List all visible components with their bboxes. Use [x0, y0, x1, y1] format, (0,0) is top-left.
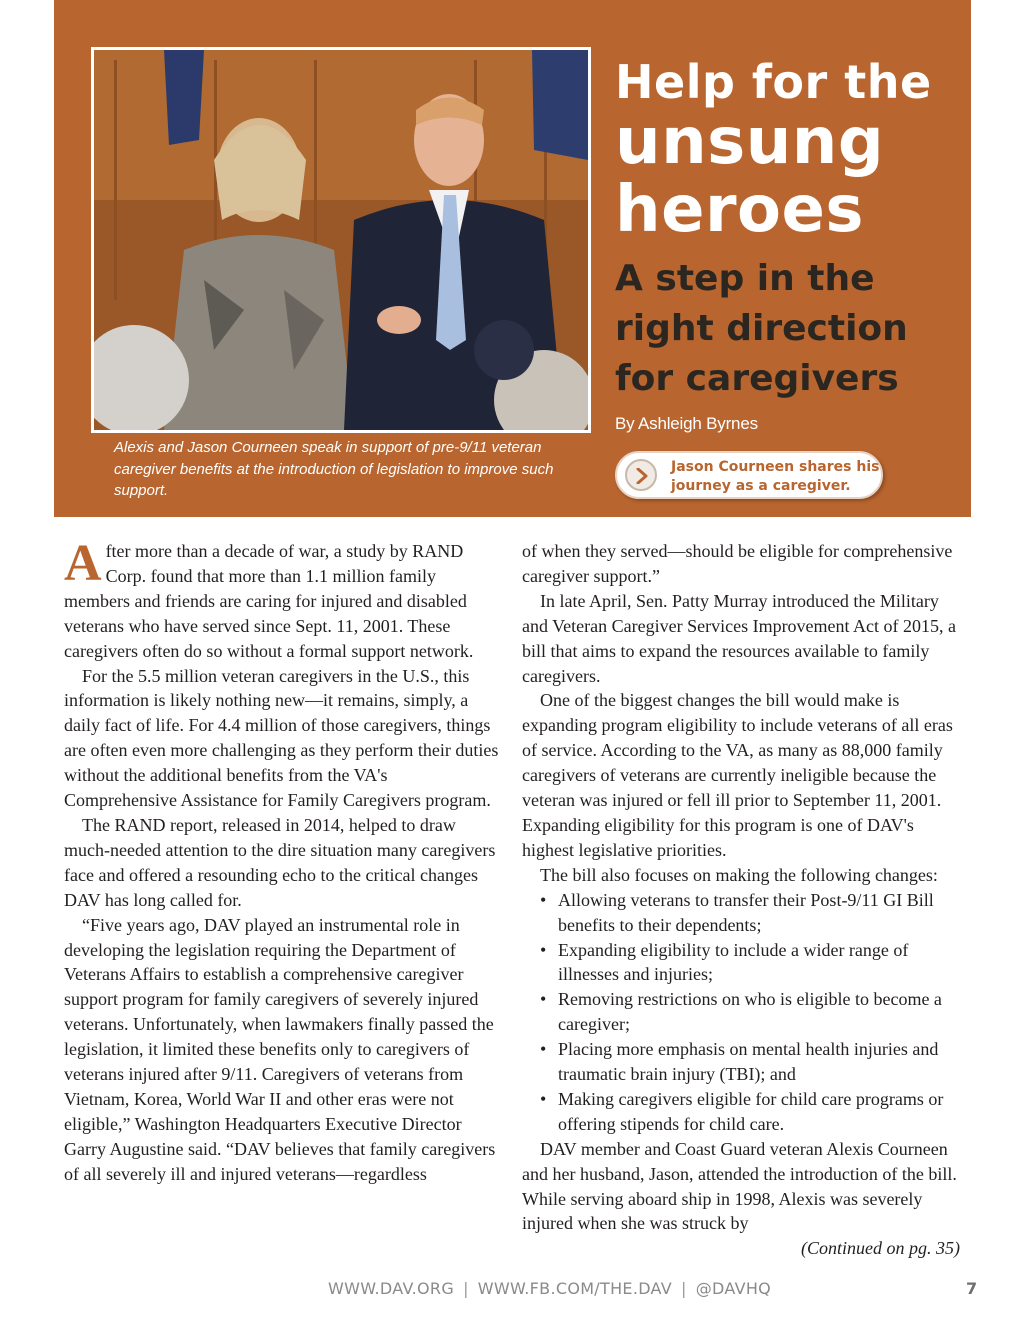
article-subhead: A step in the right direction for caregivers — [615, 258, 908, 399]
list-item: • Making caregivers eligible for child care programs or offering stipends for child care. — [522, 1087, 962, 1137]
headline-line-2: unsung — [615, 105, 885, 179]
footer-separator: | — [463, 1279, 469, 1298]
list-item: • Expanding eligibility to include a wider range of illnesses and injuries; — [522, 938, 962, 988]
article-paragraph: of when they served—should be eligible for comprehensive caregiver support.” — [522, 541, 953, 586]
article-paragraph: In late April, Sen. Patty Murray introduced the Military and Veteran Caregiver Services Improvement Act of 2015, a bill that aims to expand the resources available to family caregivers. — [522, 590, 957, 686]
article-paragraph: The RAND report, released in 2014, helped to draw much-needed attention to the dire situation many caregivers face and offered a resounding echo to the critical changes DAV has long called for. — [64, 814, 496, 910]
list-item: • Removing restrictions on who is eligible to become a caregiver; — [522, 987, 962, 1037]
headline-line-3: heroes — [615, 173, 864, 247]
article-paragraph: “Five years ago, DAV played an instrumental role in developing the legislation requiring the Department of Veterans Affairs to establish a comprehensive caregiver support program for family caregivers of severely injured veterans. Unfortunately, when lawmakers finally passed the legislation, it limited these benefits only to caregivers of veterans injured after 9/11. Caregivers of veterans from Vietnam, Korea, World War II and other eras were not eligible,” Washington Headquarters Executive Director Garry Augustine said. “DAV believes that family caregivers of all severely ill and injured veterans—regardless — [64, 914, 496, 1184]
article-column-left — [64, 535, 504, 1187]
footer-links — [328, 1279, 771, 1298]
page-number: 7 — [966, 1279, 978, 1298]
article-headline — [615, 55, 965, 247]
article-paragraph: For the 5.5 million veteran caregivers in the U.S., this information is likely nothing new—it remains, simply, a daily fact of life. For 4.4 million of those caregivers, things are often even more challenging as they perform their duties without the additional benefits from the VA's Comprehensive Assistance for Family Caregivers program. — [64, 665, 499, 811]
play-arrow-icon — [625, 459, 657, 491]
footer-link-twitter[interactable]: @DAVHQ — [695, 1279, 772, 1298]
footer-link-website[interactable]: WWW.DAV.ORG — [328, 1279, 455, 1298]
video-link-button[interactable] — [615, 451, 883, 499]
footer-separator: | — [681, 1279, 687, 1298]
list-item: • Placing more emphasis on mental health injuries and traumatic brain injury (TBI); and — [522, 1037, 962, 1087]
photo-caption: Alexis and Jason Courneen speak in support of pre-9/11 veteran caregiver benefits at the introduction of legislation to improve such support. — [114, 439, 554, 499]
article-column-right — [522, 539, 962, 1261]
article-photo — [91, 47, 591, 433]
article-paragraph — [64, 535, 504, 664]
article-banner — [54, 0, 971, 517]
byline: By Ashleigh Byrnes — [615, 414, 758, 433]
paragraph-text: fter more than a decade of war, a study by RAND Corp. found that more than 1.1 million family members and friends are caring for injured and disabled veterans who have served since Sept. 11, 2001. These caregivers often do so without a formal support network. — [64, 541, 474, 661]
drop-cap: A — [64, 535, 102, 592]
video-link-label: Jason Courneen shares his journey as a caregiver. — [671, 459, 880, 494]
list-item: • Allowing veterans to transfer their Post-9/11 GI Bill benefits to their dependents; — [522, 888, 962, 938]
changes-list — [522, 888, 962, 1137]
article-paragraph: The bill also focuses on making the following changes: — [540, 864, 938, 885]
photo-illustration — [94, 50, 588, 430]
headline-line-1: Help for the — [615, 55, 932, 109]
article-paragraph: DAV member and Coast Guard veteran Alexis Courneen and her husband, Jason, attended the introduction of the bill. While serving aboard ship in 1998, Alexis was severely injured when she was struck by — [522, 1138, 957, 1234]
article-paragraph: One of the biggest changes the bill would make is expanding program eligibility to include veterans of all eras of service. According to the VA, as many as 88,000 family caregivers of veterans are currently ineligible because the veteran was injured or fell ill prior to September 11, 2001. Expanding eligibility for this program is one of DAV's highest legislative priorities. — [522, 690, 953, 860]
continued-note: (Continued on pg. 35) — [801, 1238, 960, 1259]
footer-link-facebook[interactable]: WWW.FB.COM/THE.DAV — [477, 1279, 673, 1298]
